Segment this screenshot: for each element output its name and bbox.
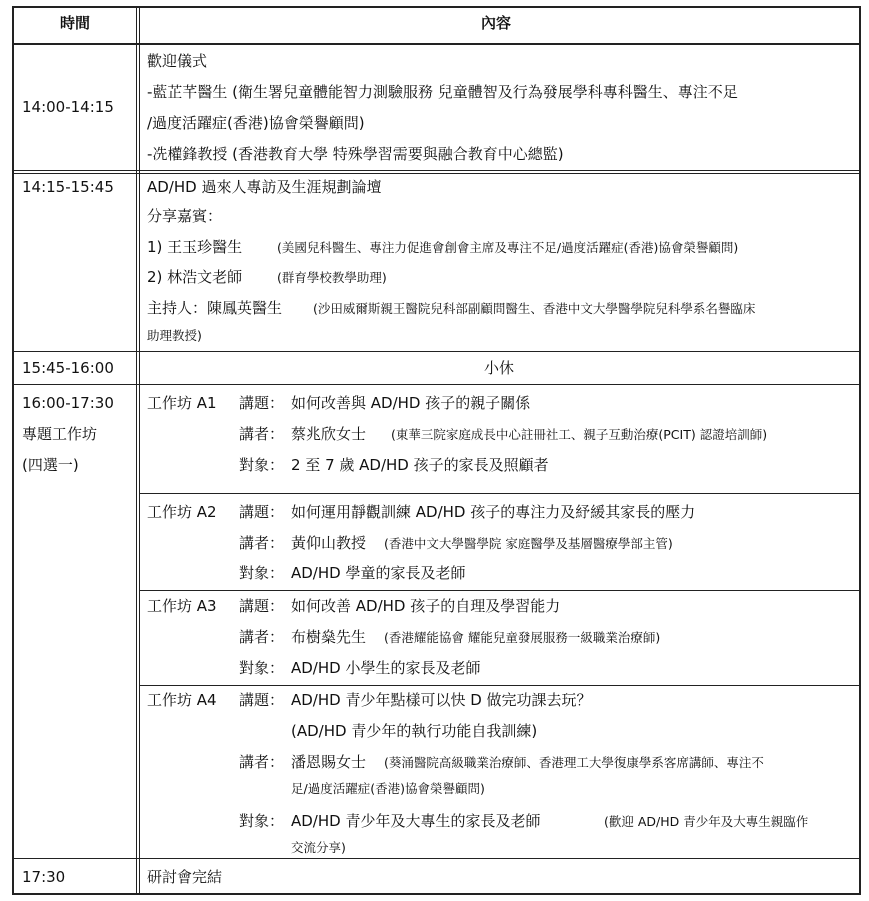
workshop-a4-speaker-role-cont: 足/過度活躍症(香港)協會榮譽顧問)	[291, 781, 485, 796]
guest2-name: 2) 林浩文老師	[147, 268, 243, 286]
workshop-a4-audience-note: (歡迎 AD/HD 青少年及大專生親臨作	[604, 814, 809, 829]
audience-label: 對象：	[239, 812, 285, 830]
workshop-a4-topic: AD/HD 青少年點樣可以快 D 做完功課去玩？	[291, 691, 592, 709]
guest1-role: (美國兒科醫生、專注力促進會創會主席及專注不足/過度活躍症(香港)協會榮譽顧問)	[277, 240, 739, 255]
workshop-a4-topic-sub: (AD/HD 青少年的執行功能自我訓練)	[291, 722, 538, 740]
topic-label: 講題：	[239, 394, 285, 412]
workshop-a3-topic: 如何改善 AD/HD 孩子的自理及學習能力	[291, 597, 561, 615]
audience-label: 對象：	[239, 564, 285, 582]
workshop-divider	[139, 493, 861, 494]
audience-label: 對象：	[239, 456, 285, 474]
workshop-a1-speaker-role: (東華三院家庭成長中心註冊社工、親子互動治療(PCIT) 認證培訓師)	[391, 427, 768, 442]
workshop-a4-speaker: 潘恩賜女士	[291, 753, 367, 771]
workshop-a3-name: 工作坊 A3	[147, 597, 217, 615]
column-divider	[139, 6, 140, 895]
topic-label: 講題：	[239, 597, 285, 615]
workshop-divider	[139, 590, 861, 591]
row1-line: -冼權鋒教授 (香港教育大學 特殊學習需要與融合教育中心總監)	[147, 145, 564, 163]
workshop-a2-audience: AD/HD 學童的家長及老師	[291, 564, 466, 582]
row1-line: -藍芷芊醫生 (衛生署兒童體能智力測驗服務 兒童體智及行為發展學科專科醫生、專注不足	[147, 83, 738, 101]
workshop-a4-speaker-role: (葵涌醫院高級職業治療師、香港理工大學復康學系客席講師、專注不	[384, 755, 764, 770]
header-time: 時間	[60, 14, 91, 32]
row1-line: /過度活躍症(香港)協會榮譽顧問)	[147, 114, 365, 132]
break-label: 小休	[484, 359, 515, 377]
workshop-a3-speaker: 布樹燊先生	[291, 628, 367, 646]
workshop-a2-topic: 如何運用靜觀訓練 AD/HD 孩子的專注力及紓緩其家長的壓力	[291, 503, 696, 521]
workshop-a3-audience: AD/HD 小學生的家長及老師	[291, 659, 481, 677]
speaker-label: 講者：	[239, 628, 285, 646]
row1-line: 歡迎儀式	[147, 52, 208, 70]
row4-label: 專題工作坊	[22, 425, 98, 443]
host-name: 主持人：陳鳳英醫生	[147, 299, 283, 317]
closing-label: 研討會完結	[147, 868, 223, 886]
row3-time: 15:45-16:00	[22, 359, 114, 377]
topic-label: 講題：	[239, 691, 285, 709]
topic-label: 講題：	[239, 503, 285, 521]
workshop-divider	[139, 685, 861, 686]
audience-label: 對象：	[239, 659, 285, 677]
header-content: 內容	[481, 14, 512, 32]
guest1-name: 1) 王玉珍醫生	[147, 238, 243, 256]
workshop-a2-name: 工作坊 A2	[147, 503, 217, 521]
row2-time: 14:15-15:45	[22, 178, 114, 196]
workshop-a1-audience: 2 至 7 歲 AD/HD 孩子的家長及照顧者	[291, 456, 549, 474]
workshop-a3-speaker-role: (香港耀能協會 耀能兒童發展服務一級職業治療師)	[384, 630, 661, 645]
row5-time: 17:30	[22, 868, 66, 886]
workshop-a4-name: 工作坊 A4	[147, 691, 217, 709]
workshop-a2-speaker: 黃仰山教授	[291, 534, 367, 552]
column-divider	[136, 6, 137, 895]
workshop-a1-name: 工作坊 A1	[147, 394, 217, 412]
workshop-a1-topic: 如何改善與 AD/HD 孩子的親子關係	[291, 394, 531, 412]
sharing-label: 分享嘉賓：	[147, 207, 223, 225]
workshop-a2-speaker-role: (香港中文大學醫學院 家庭醫學及基層醫療學部主管)	[384, 536, 673, 551]
row4-time: 16:00-17:30	[22, 394, 114, 412]
speaker-label: 講者：	[239, 534, 285, 552]
speaker-label: 講者：	[239, 425, 285, 443]
speaker-label: 講者：	[239, 753, 285, 771]
host-role: (沙田威爾斯親王醫院兒科部副顧問醫生、香港中文大學醫學院兒科學系名譽臨床	[313, 301, 756, 316]
row4-choice: (四選一)	[22, 456, 79, 474]
workshop-a1-speaker: 蔡兆欣女士	[291, 425, 367, 443]
forum-title: AD/HD 過來人專訪及生涯規劃論壇	[147, 178, 382, 196]
host-role-cont: 助理教授)	[147, 328, 202, 343]
workshop-a4-audience: AD/HD 青少年及大專生的家長及老師	[291, 812, 541, 830]
workshop-a4-audience-note-cont: 交流分享)	[291, 840, 346, 855]
row1-time: 14:00-14:15	[22, 98, 114, 116]
guest2-role: (群育學校教學助理)	[277, 270, 387, 285]
